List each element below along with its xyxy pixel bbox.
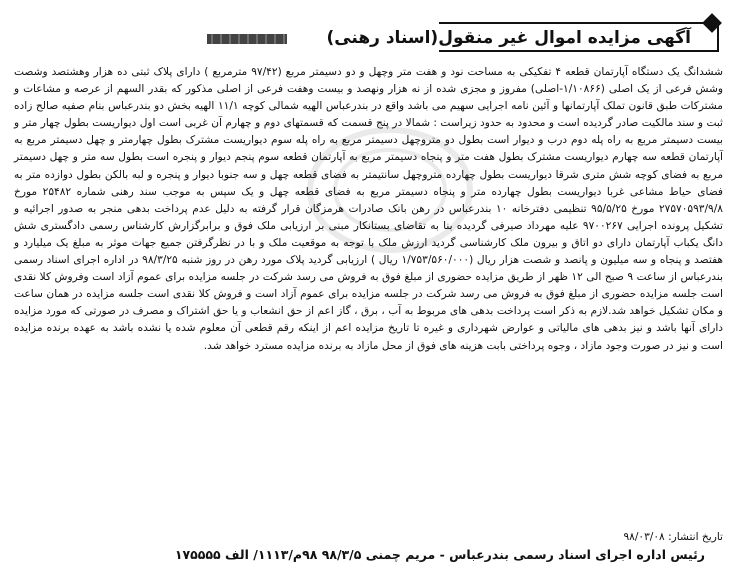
title-frame [326,22,719,52]
notice-body: ششدانگ یک دستگاه آپارتمان قطعه ۴ تفکیکی به مساحت نود و هفت متر وچهل و دو دسیمتر مربع (۹۷/۴۲ مترمربع ) دارای پلاک ثبتی ده هزار وهشتصد وشصت وشش فرعی از یک اصلی (۱/۱۰۸۶۶-اصلی) مفروز و مجزی شده از نه هزار ونهصد و بیست وهفت فرعی از اصلی مذکور که بقدر السهم از عرصه و مشاعات و مشترکات طبق قانون تملک آپارتمانها و آئین نامه اجرایی سهیم می باشد واقع در بندرعباس الهیه شمالی کوچه ۱۱/۱ الهیه بخش دو بندرعباس بنام صفیه صالح زاده ثبت و سند مالکیت صادر گردیده است و محدود به حدود زیراست : شمالا در پنج قسمت که قسمتهای دوم و چهارم آن غربی است اول دیواریست بطول چهار متر و بیست دسیمتر مربع به راه پله دوم درب و دیوار است بطول دو متروچهل دسیمتر مربع به راه پله سوم دیواریست مشترک بطول چهارمتر و چهل دسیمتر مربع به آپارتمان قطعه سه چهارم دیواریست مشترک بطول هفت متر و پنجاه دسیمتر مربع به آپارتمان قطعه سوم پنجم دیوار و پنجره است بطول سه متر و چهل دسیمتر مربع به فضای کوچه شش متری شرقا دیواریست بطول چهارده متروچهل سانتیمتر به فضای قطعه چهل و سه جنوبا دیوار و پنجره و لبه بالکن بطول دوازده متر به فضای حیاط مشاعی غربا دیواریست بطول چهارده متر و پنجاه دسیمتر مربع به فضای قطعه چهل و یک سپس به موجب سند رهنی شماره ۲۵۴۸۲ مورخ ۲۷۵۷۰۵۹۳/۹/۸ مورخ ۹۵/۵/۲۵ تنظیمی دفترخانه ۱۰ بندرعباس در رهن بانک صادرات هرمزگان قرار گرفته به دلیل عدم پرداخت بدهی منجر به صدور اجرائیه و تشکیل پرونده اجرایی ۹۷۰۰۲۶۷ علیه مهرداد صیرفی گردیده بنا به تقاضای بستانکار مبنی بر ارزیابی ملک فوق و برابرگزارش کارشناس رسمی دادگستری شش دانگ یکباب آپارتمان دارای دو اتاق و بیرون ملک کارشناسی گردید ارزش ملک با توجه به موقعیت ملک و با در نظرگرفتن جمیع جهات موثر به مبلغ یک میلیارد و هفتصد و پنجاه و سه میلیون و پانصد و شصت هزار ریال (۱/۷۵۳/۵۶۰/۰۰۰ ریال ) ارزیابی گردید پلاک مورد رهن در روز شنبه ۹۸/۳/۲۵ در اداره اجرای اسناد رسمی بندرعباس از ساعت ۹ صبح الی ۱۲ ظهر از طریق مزایده حضوری از مبلغ فوق به فروش می رسد شرکت در جلسه مزایده برای عموم آزاد است وفروش کلا نقدی است جلسه مزایده حضوری از مبلغ فوق به فروش می رسد شرکت در جلسه مزایده برای عموم آزاد است و فروش کلا نقدی است جلسه مزایده در همان ساعت و مکان تشکیل خواهد شد.لازم به ذکر است پرداخت بدهی های مربوط به آب ، برق ، گاز اعم از حق انشعاب و یا حق اشتراک و مصرف در صورتی که مورد مزایده دارای آنها باشد و نیز بدهی های مالیاتی و عوارض شهرداری و غیره تا تاریخ مزایده اعم از اینکه رقم قطعی آن معلوم شده یا نشده باشد به عهده برنده مزایده است و نیز در صورت وجود مازاد ، وجوه پرداختی بابت هزینه های فوق از محل مازاد به برنده مزایده مسترد خواهد شد. [14,66,724,352]
publish-date: تاریخ انتشار: ۹۸/۰۳/۰۸ [623,531,723,543]
title-corner-mark [702,13,722,33]
notice-header [22,22,719,60]
notice-title: آگهی مزایده اموال غیر منقول(اسناد رهنی) [326,28,691,48]
signature-line: رئیس اداره اجرای اسناد رسمی بندرعباس - مریم چمنی ۹۸/۳/۵ ۹۸م/۱۱۱۳/ الف ۱۷۵۵۵۵ [174,547,705,562]
redacted-text-block [207,34,287,44]
